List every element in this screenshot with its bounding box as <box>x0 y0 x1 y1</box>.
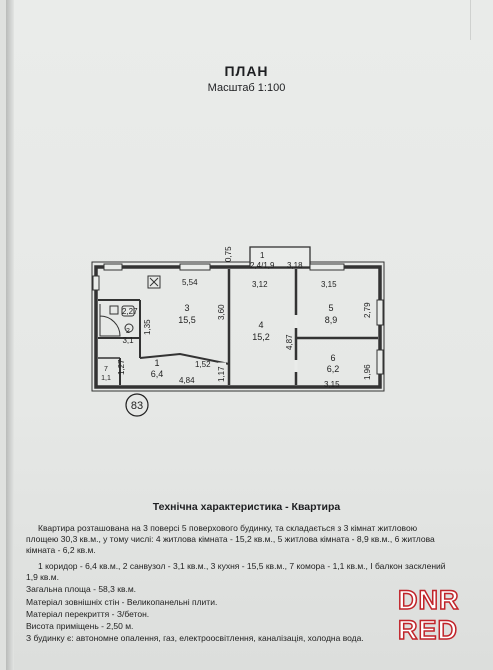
room-number: 3 <box>184 303 190 313</box>
plan-scale: Масштаб 1:100 <box>207 82 286 94</box>
room-area: 15,2 <box>252 332 270 342</box>
dim-label: 3,60 <box>217 304 226 320</box>
spec-line: Матеріал перекриття - З/бетон. <box>26 609 150 619</box>
room-area: 6,4 <box>150 369 164 379</box>
room-area: 3,1 <box>122 336 134 345</box>
dim-label: 1,52 <box>195 360 211 369</box>
room-area: 8,9 <box>324 315 338 325</box>
building-badge <box>126 394 148 416</box>
dim-label: 2,4/1,9 <box>250 261 275 270</box>
room-area: 6,2 <box>326 364 340 374</box>
dim-label: 4,84 <box>179 376 195 385</box>
room-number: 2 <box>126 328 130 335</box>
dim-label: 0,75 <box>224 246 233 262</box>
spec-line: 1 коридор - 6,4 кв.м., 2 санвузол - 3,1 кв.м., 3 кухня - 15,5 кв.м., 7 комора - 1,1 кв.м., І балкон засклений <box>38 561 446 571</box>
room-area: 1,1 <box>101 375 111 382</box>
room-number: 6 <box>330 353 336 363</box>
dim-label: 2,79 <box>363 302 372 318</box>
dim-label: 2,27 <box>122 307 138 316</box>
plan-title: ПЛАН <box>224 63 269 79</box>
dim-label: 3,15 <box>321 280 337 289</box>
dim-label: 1,96 <box>363 364 372 380</box>
dim-label: 5,54 <box>182 278 198 287</box>
room-number: 7 <box>104 366 108 373</box>
room-number: 4 <box>258 320 264 330</box>
spec-line: площею 30,3 кв.м., у тому числі: 4 житлова кімната - 15,2 кв.м., 5 житлова кімната - 8,9 кв.м., 6 житлова <box>26 534 435 544</box>
dim-label: 3,12 <box>252 280 268 289</box>
spec-line: Висота приміщень - 2,50 м. <box>26 621 134 631</box>
watermark-line: DNR <box>398 585 460 615</box>
spec-line: Квартира розташована на 3 поверсі 5 поверхового будинку, та складається з 3 кімнат житловою <box>38 523 418 533</box>
specs-heading: Технічна характеристика - Квартира <box>152 501 341 513</box>
spec-line: З будинку є: автономне опалення, газ, електроосвітлення, каналізація, холодна вода. <box>26 633 364 643</box>
spec-line: кімната - 6,2 кв.м. <box>26 545 96 555</box>
dim-label: 1,17 <box>217 366 226 382</box>
dim-label: 3,15 <box>324 380 340 389</box>
watermark-logo <box>398 585 484 645</box>
spec-line: Загальна площа - 58,3 кв.м. <box>26 584 137 594</box>
room-number: 5 <box>328 303 334 313</box>
dim-label: 4,87 <box>285 334 294 350</box>
watermark-line: RED <box>398 615 459 645</box>
dim-label: 1 <box>260 251 265 260</box>
dim-label: 1,35 <box>143 319 152 335</box>
dim-label: 3,18 <box>287 261 303 270</box>
spec-line: 1,9 кв.м. <box>26 572 59 582</box>
spec-line: Матеріал зовнішніх стін - Великопанельні плити. <box>26 597 218 607</box>
building-number: 83 <box>130 400 144 412</box>
room-area: 15,5 <box>178 315 196 325</box>
room-number: 1 <box>154 358 160 368</box>
dim-label: 1,27 <box>117 359 126 375</box>
floor-plan-walls <box>92 247 384 391</box>
